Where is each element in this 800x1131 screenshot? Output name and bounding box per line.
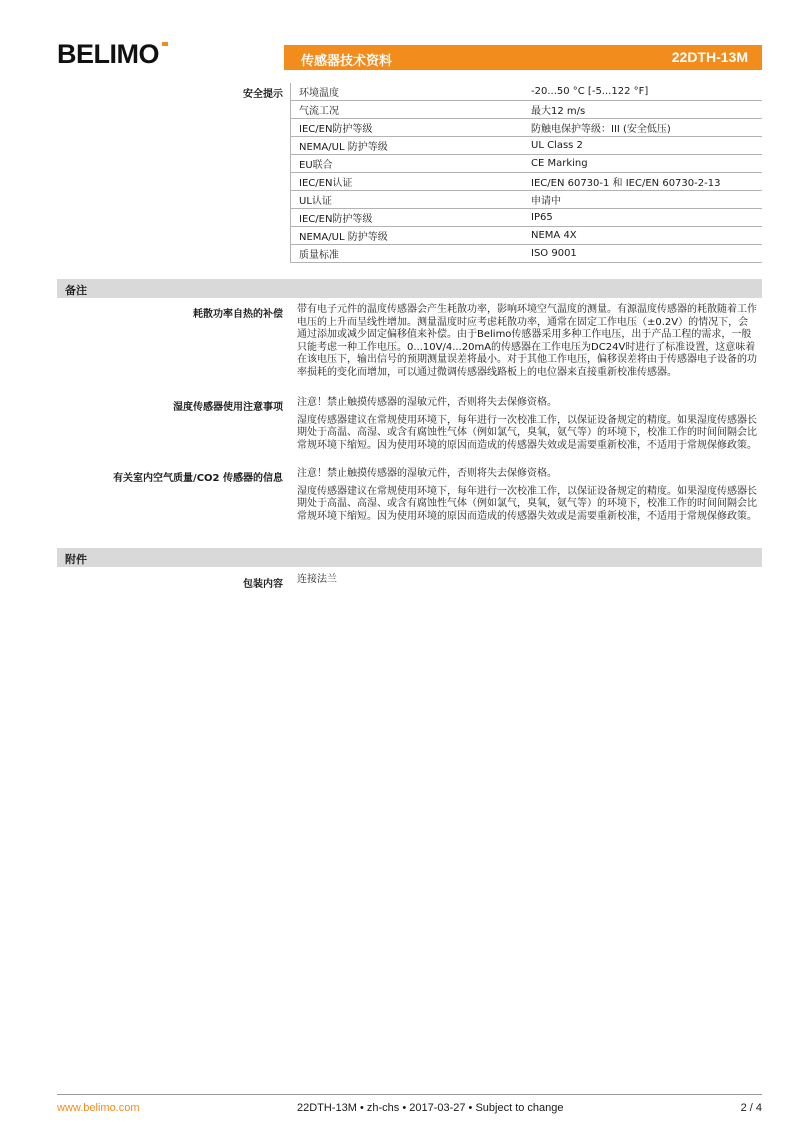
note-paragraph: 注意！禁止触摸传感器的湿敏元件，否则将失去保修资格。: [297, 468, 557, 479]
belimo-logo: [57, 40, 173, 68]
footer-page-number: 2 / 4: [740, 1102, 762, 1114]
notes-section-header: [57, 279, 762, 298]
spec-value: -20...50 °C [-5...122 °F]: [523, 83, 762, 101]
spec-row: [291, 83, 763, 101]
safety-label: 安全提示: [243, 89, 283, 100]
note-label-humidity: 湿度传感器使用注意事项: [173, 402, 283, 413]
spec-value: ISO 9001: [523, 245, 762, 263]
spec-value: 最大12 m/s: [523, 101, 762, 119]
spec-key: IEC/EN防护等级: [291, 119, 524, 137]
spec-row: [291, 173, 763, 191]
spec-value: 申请中: [523, 191, 762, 209]
package-contents-label: 包装内容: [243, 579, 283, 590]
spec-value: CE Marking: [523, 155, 762, 173]
logo-wordmark: BELIMO: [57, 39, 159, 69]
product-code: 22DTH-13M: [671, 49, 748, 65]
spec-value: UL Class 2: [523, 137, 762, 155]
note-body-self-heating: [297, 304, 757, 379]
package-contents-value: 连接法兰: [297, 574, 337, 585]
note-label-air-quality: 有关室内空气质量/CO2 传感器的信息: [113, 473, 283, 484]
note-paragraph: 湿度传感器建议在常规使用环境下，每年进行一次校准工作，以保证设备规定的精度。如果湿度传感器长期处于高温、高湿、或含有腐蚀性气体（例如氯气，臭氧，氨气等）的环境下，校准工作的时间间隔会比常规环境下缩短。因为使用环境的原因而造成的传感器失效或是需要重新校准，不适用于常规保修政策。: [297, 485, 757, 522]
note-paragraph: 注意！禁止触摸传感器的湿敏元件，否则将失去保修资格。: [297, 397, 557, 408]
spec-row: [291, 209, 763, 227]
spec-value: IP65: [523, 209, 762, 227]
spec-key: 气流工况: [291, 101, 524, 119]
spec-key: IEC/EN认证: [291, 173, 524, 191]
spec-row: [291, 227, 763, 245]
spec-key: NEMA/UL 防护等级: [291, 227, 524, 245]
spec-key: NEMA/UL 防护等级: [291, 137, 524, 155]
spec-row: [291, 101, 763, 119]
note-body-humidity: [297, 397, 757, 452]
spec-key: UL认证: [291, 191, 524, 209]
spec-value: 防触电保护等级：III (安全低压): [523, 119, 762, 137]
note-paragraph: 带有电子元件的温度传感器会产生耗散功率，影响环境空气温度的测量。有源温度传感器的耗散随着工作电压的上升而呈线性增加。测量温度时应考虑耗散功率，通常在固定工作电压（±0.2V）的情况下，会通过添加或减少固定偏移值来补偿。由于Belimo传感器采用多种工作电压，出于产品工程的需求，一般只能考虑一种工作电压。0...10V/4...20mA的传感器在工作电压为DC24V时进行了标准设置，这意味着在该电压下，输出信号的预期测量误差将最小。对于其他工作电压，偏移误差将由于传感器电子设备的功率损耗的变化而增加，可以通过微调传感器线路板上的电位器来直接重新校准传感器。: [297, 304, 757, 378]
spec-row: [291, 137, 763, 155]
spec-row: [291, 119, 763, 137]
note-label-self-heating: 耗散功率自热的补偿: [193, 309, 283, 320]
spec-key: 环境温度: [291, 83, 524, 101]
spec-row: [291, 245, 763, 263]
safety-spec-table: [290, 83, 762, 263]
header-bar: [284, 45, 762, 70]
footer-document-info: 22DTH-13M • zh-chs • 2017-03-27 • Subject to change: [297, 1102, 564, 1114]
spec-key: 质量标准: [291, 245, 524, 263]
spec-value: NEMA 4X: [523, 227, 762, 245]
spec-row: [291, 155, 763, 173]
spec-key: IEC/EN防护等级: [291, 209, 524, 227]
logo-flame-icon: [159, 40, 173, 68]
footer-website-link[interactable]: www.belimo.com: [57, 1102, 140, 1114]
document-title: 传感器技术资料: [301, 54, 393, 69]
spec-row: [291, 191, 763, 209]
accessories-section-header: [57, 548, 762, 567]
notes-title: 备注: [65, 284, 87, 297]
accessories-title: 附件: [65, 553, 87, 566]
footer-divider: [57, 1094, 762, 1095]
spec-key: EU联合: [291, 155, 524, 173]
spec-value: IEC/EN 60730-1 和 IEC/EN 60730-2-13: [523, 173, 762, 191]
note-body-air-quality: [297, 468, 757, 523]
note-paragraph: 湿度传感器建议在常规使用环境下，每年进行一次校准工作，以保证设备规定的精度。如果湿度传感器长期处于高温、高湿、或含有腐蚀性气体（例如氯气，臭氧，氨气等）的环境下，校准工作的时间间隔会比常规环境下缩短。因为使用环境的原因而造成的传感器失效或是需要重新校准，不适用于常规保修政策。: [297, 414, 757, 451]
